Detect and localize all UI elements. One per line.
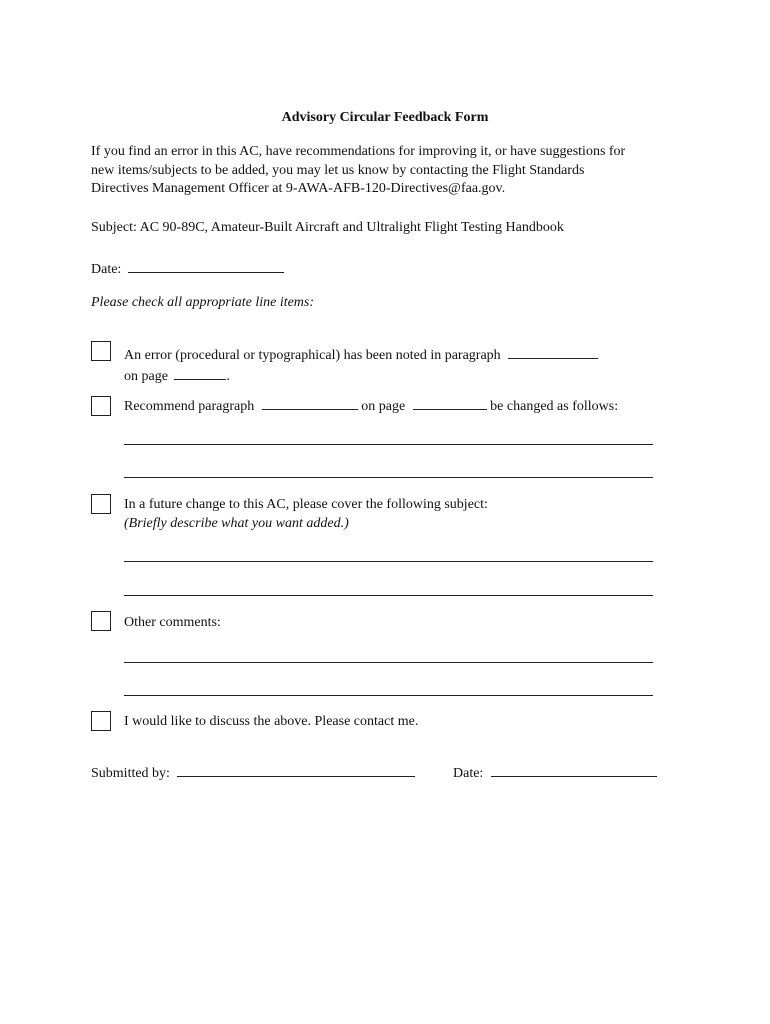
future-change-hint: (Briefly describe what you want added.)	[124, 515, 349, 531]
recommend-checkbox[interactable]	[91, 396, 111, 416]
intro-line-3: Directives Management Officer at 9-AWA-AFB-120-Directives@faa.gov.	[91, 181, 506, 196]
error-page-label: on page	[124, 368, 168, 384]
intro-paragraph	[91, 143, 625, 199]
intro-line-2: new items/subjects to be added, you may let us know by contacting the Flight Standards	[91, 162, 585, 178]
footer-date-label: Date:	[453, 766, 484, 781]
instruction-text: Please check all appropriate line items:	[91, 295, 315, 310]
error-item-text: An error (procedural or typographical) has been noted in paragraph	[124, 348, 501, 363]
error-paragraph-field[interactable]	[508, 345, 598, 359]
submitted-by-row	[91, 763, 415, 784]
recommend-answer-line-2[interactable]	[124, 477, 653, 478]
future-answer-line-2[interactable]	[124, 595, 653, 596]
error-period: .	[226, 368, 230, 384]
other-comments-checkbox[interactable]	[91, 611, 111, 631]
date-field[interactable]	[128, 259, 284, 273]
recommend-answer-line-1[interactable]	[124, 444, 653, 445]
recommend-changed-label: be changed as follows:	[490, 399, 619, 414]
future-change-checkbox[interactable]	[91, 494, 111, 514]
form-title: Advisory Circular Feedback Form	[281, 110, 489, 125]
recommend-paragraph-field[interactable]	[262, 396, 358, 410]
recommend-paragraph-label: Recommend paragraph	[124, 399, 255, 414]
footer-date-row	[453, 763, 657, 784]
recommend-page-label: on page	[361, 399, 406, 414]
recommend-page-field[interactable]	[413, 396, 487, 410]
future-change-text: In a future change to this AC, please cover the following subject:	[124, 497, 488, 512]
submitted-by-field[interactable]	[177, 763, 415, 777]
intro-line-1: If you find an error in this AC, have recommendations for improving it, or have suggestions for	[91, 144, 626, 159]
date-row	[91, 259, 284, 280]
footer-date-field[interactable]	[491, 763, 657, 777]
date-label: Date:	[91, 262, 122, 277]
error-page-field[interactable]	[174, 366, 226, 380]
error-checkbox[interactable]	[91, 341, 111, 361]
error-item	[124, 345, 598, 386]
recommend-item	[124, 396, 618, 417]
other-comments-label: Other comments:	[124, 615, 221, 630]
other-answer-line-2[interactable]	[124, 695, 653, 696]
future-answer-line-1[interactable]	[124, 561, 653, 562]
future-change-item	[124, 496, 488, 533]
error-item-line-1	[124, 345, 598, 366]
subject-line: Subject: AC 90-89C, Amateur-Built Aircraft and Ultralight Flight Testing Handbook	[91, 220, 564, 235]
error-item-line-2	[124, 366, 598, 387]
submitted-by-label: Submitted by:	[91, 766, 170, 781]
contact-me-label: I would like to discuss the above. Please contact me.	[124, 714, 419, 729]
other-answer-line-1[interactable]	[124, 662, 653, 663]
contact-me-checkbox[interactable]	[91, 711, 111, 731]
